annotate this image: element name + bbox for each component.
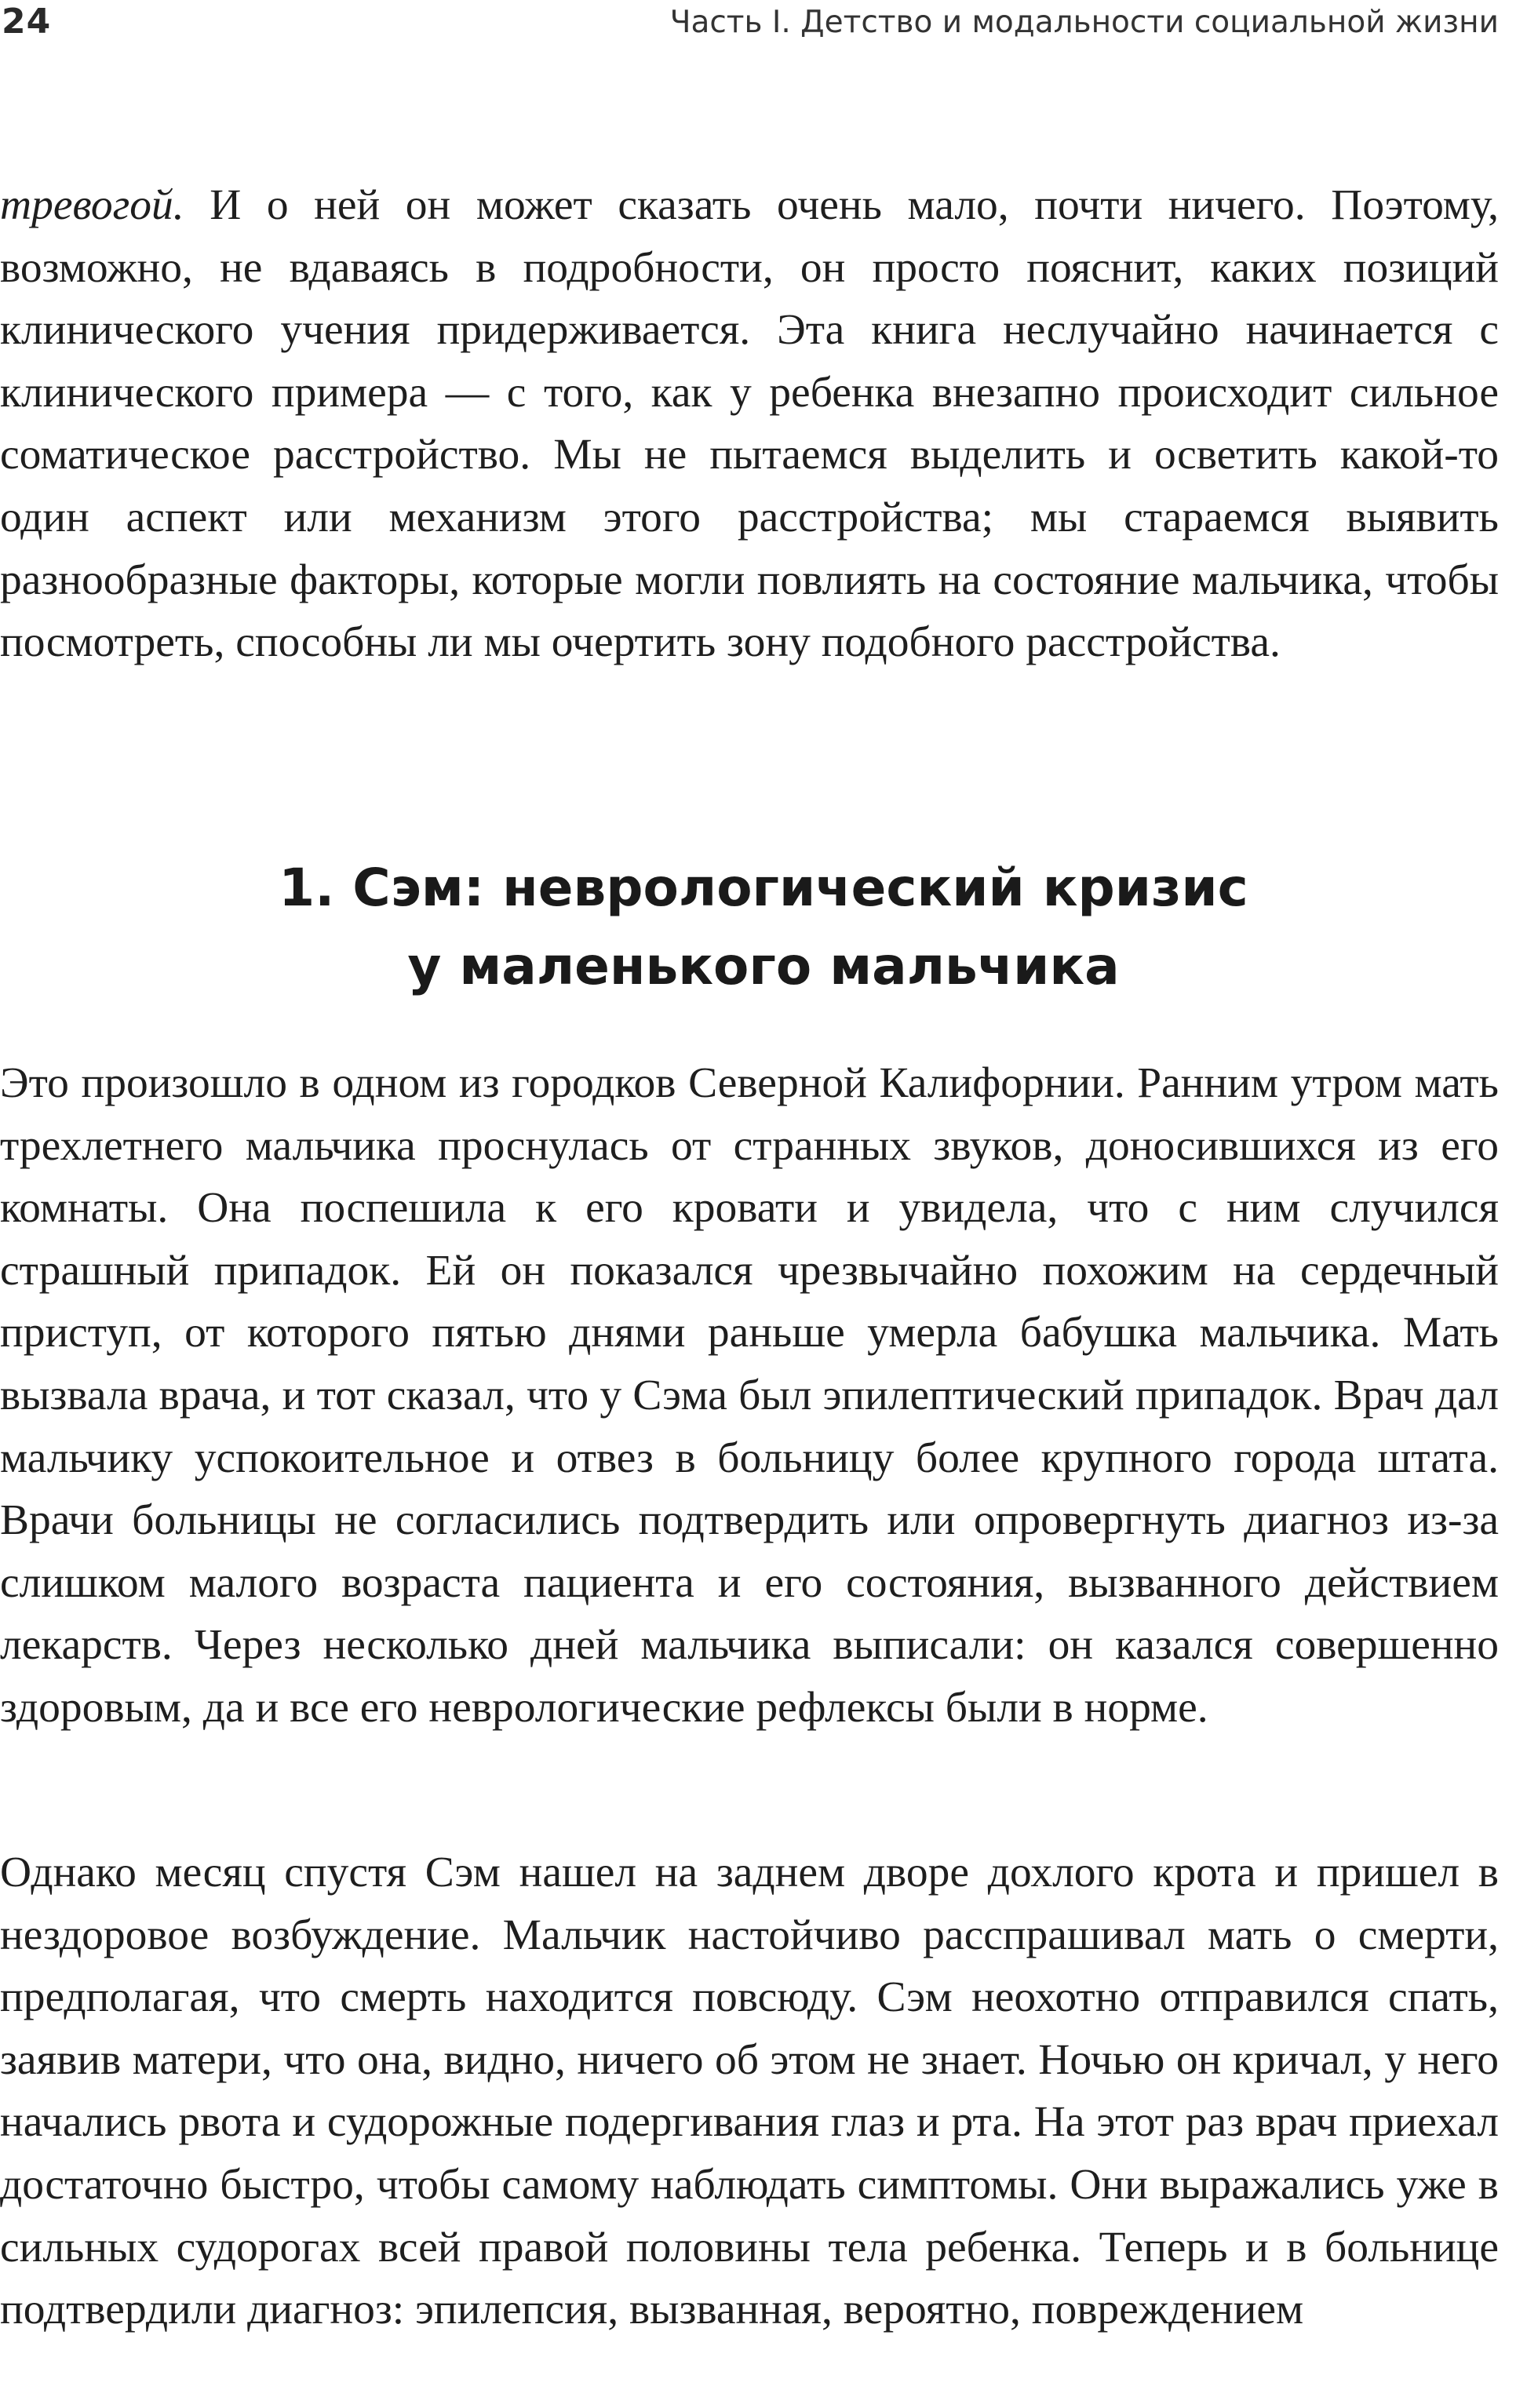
body-paragraph-1: Это произошло в одном из городков Северной Калифорнии. Ранним утром мать трехлетнего мальчика проснулась от странных звуков, доносившихся из его комнаты. Она поспешила к его кровати и увидела, что с ним случился страшный припадок. Ей он показался чрезвычайно похожим на сердечный приступ, от которого пятью днями раньше умерла бабушка мальчика. Мать вызвала врача, и тот сказал, что у Сэма был эпилептический припадок. Врач дал мальчику успокоительное и отвез в больницу более крупного города штата. Врачи больницы не согласились подтвердить или опровергнуть диагноз из-за слишком малого возраста пациента и его состояния, вызванного действием лекарств. Через несколько дней мальчика выписали: он казался совершенно здоровым, да и все его неврологические рефлексы были в норме. <box>0 1059 1499 1732</box>
intro-italic-lead: тревогой. <box>0 181 184 229</box>
running-title: Часть I. Детство и модальности социальной жизни <box>669 5 1499 40</box>
chapter-heading <box>0 849 1527 1006</box>
chapter-title-line-1: 1. Сэм: неврологический кризис <box>279 858 1248 918</box>
running-header <box>0 0 1499 47</box>
intro-paragraph-text: И о ней он может сказать очень мало, почти ничего. Поэтому, возможно, не вдаваясь в подробности, он просто пояснит, каких позиций клинического учения придерживается. Эта книга неслучайно начинается с клинического примера — с того, как у ребенка внезапно происходит сильное соматическое расстройство. Мы не пытаемся выделить и осветить какой-то один аспект или механизм этого расстройства; мы стараемся выявить разнообразные факторы, которые могли повлиять на состояние мальчика, чтобы посмотреть, способны ли мы очертить зону подобного расстройства. <box>0 181 1499 667</box>
page-number: 24 <box>2 2 52 42</box>
intro-paragraph <box>0 174 1499 674</box>
chapter-title-line-2: у маленького мальчика <box>407 936 1120 996</box>
body-paragraph-2: Однако месяц спустя Сэм нашел на заднем дворе дохлого крота и пришел в нездоровое возбуждение. Мальчик настойчиво расспрашивал мать о смерти, предполагая, что смерть находится повсюду. Сэм неохотно отправился спать, заявив матери, что она, видно, ничего об этом не знает. Ночью он кричал, у него начались рвота и судорожные подергивания глаз и рта. На этот раз врач приехал достаточно быстро, чтобы самому наблюдать симптомы. Они выражались уже в сильных судорогах всей правой половины тела ребенка. Теперь и в больнице подтвердили диагноз: эпилепсия, вызванная, вероятно, повреждением <box>0 1849 1499 2334</box>
